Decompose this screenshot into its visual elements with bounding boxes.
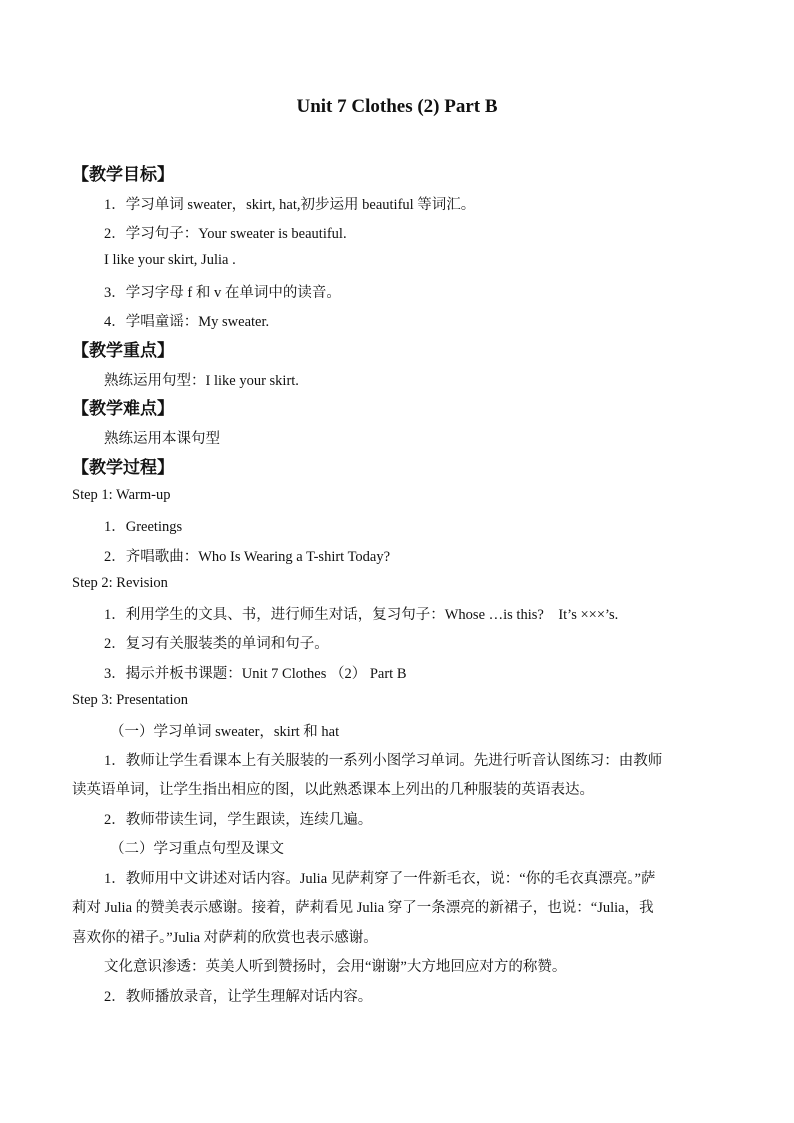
objective-item: 2．学习句子：Your sweater is beautiful. bbox=[104, 226, 347, 242]
step3-title: Step 3: Presentation bbox=[72, 692, 188, 708]
paragraph-line: 2．教师带读生词，学生跟读，连续几遍。 bbox=[104, 812, 373, 828]
difficulties-text: 熟练运用本课句型 bbox=[104, 431, 220, 447]
objective-item: 4．学唱童谣：My sweater. bbox=[104, 314, 270, 330]
difficulties-heading: 【教学难点】 bbox=[72, 399, 174, 419]
step2-item: 1．利用学生的文具、书，进行师生对话，复习句子：Whose …is this? It’s ×××’s. bbox=[104, 607, 619, 623]
objective-item: I like your skirt, Julia . bbox=[104, 252, 236, 268]
key-points-heading: 【教学重点】 bbox=[72, 341, 174, 361]
paragraph-line: 1．教师用中文讲述对话内容。Julia 见萨莉穿了一件新毛衣，说：“你的毛衣真漂亮。”萨 bbox=[104, 871, 656, 887]
step3-sub1: （一）学习单词 sweater，skirt 和 hat bbox=[110, 724, 340, 740]
step1-item: 2．齐唱歌曲：Who Is Wearing a T-shirt Today? bbox=[104, 549, 391, 565]
paragraph-line: 喜欢你的裙子。”Julia 对萨莉的欣赏也表示感谢。 bbox=[72, 930, 378, 946]
paragraph-line: 文化意识渗透：英美人听到赞扬时，会用“谢谢”大方地回应对方的称赞。 bbox=[104, 959, 567, 975]
objective-item: 3．学习字母 f 和 v 在单词中的读音。 bbox=[104, 285, 341, 301]
objective-item: 1．学习单词 sweater，skirt, hat,初步运用 beautiful 等词汇。 bbox=[104, 197, 476, 213]
key-points-text: 熟练运用句型：I like your skirt. bbox=[104, 373, 299, 389]
paragraph-line: 读英语单词，让学生指出相应的图，以此熟悉课本上列出的几种服装的英语表达。 bbox=[72, 782, 594, 798]
paragraph-line: 1．教师让学生看课本上有关服装的一系列小图学习单词。先进行听音认图练习：由教师 bbox=[104, 753, 663, 769]
process-heading: 【教学过程】 bbox=[72, 458, 174, 478]
paragraph-line: 2．教师播放录音，让学生理解对话内容。 bbox=[104, 989, 373, 1005]
paragraph-line: 莉对 Julia 的赞美表示感谢。接着，萨莉看见 Julia 穿了一条漂亮的新裙子，也说：“Julia，我 bbox=[72, 900, 654, 916]
step2-title: Step 2: Revision bbox=[72, 575, 168, 591]
step1-item: 1．Greetings bbox=[104, 519, 183, 535]
step1-title: Step 1: Warm-up bbox=[72, 487, 171, 503]
objectives-heading: 【教学目标】 bbox=[72, 165, 174, 185]
step2-item: 3．揭示并板书课题：Unit 7 Clothes （2） Part B bbox=[104, 666, 407, 682]
step3-sub2: （二）学习重点句型及课文 bbox=[110, 841, 284, 857]
step2-item: 2．复习有关服装类的单词和句子。 bbox=[104, 636, 329, 652]
page-title: Unit 7 Clothes (2) Part B bbox=[296, 96, 498, 117]
